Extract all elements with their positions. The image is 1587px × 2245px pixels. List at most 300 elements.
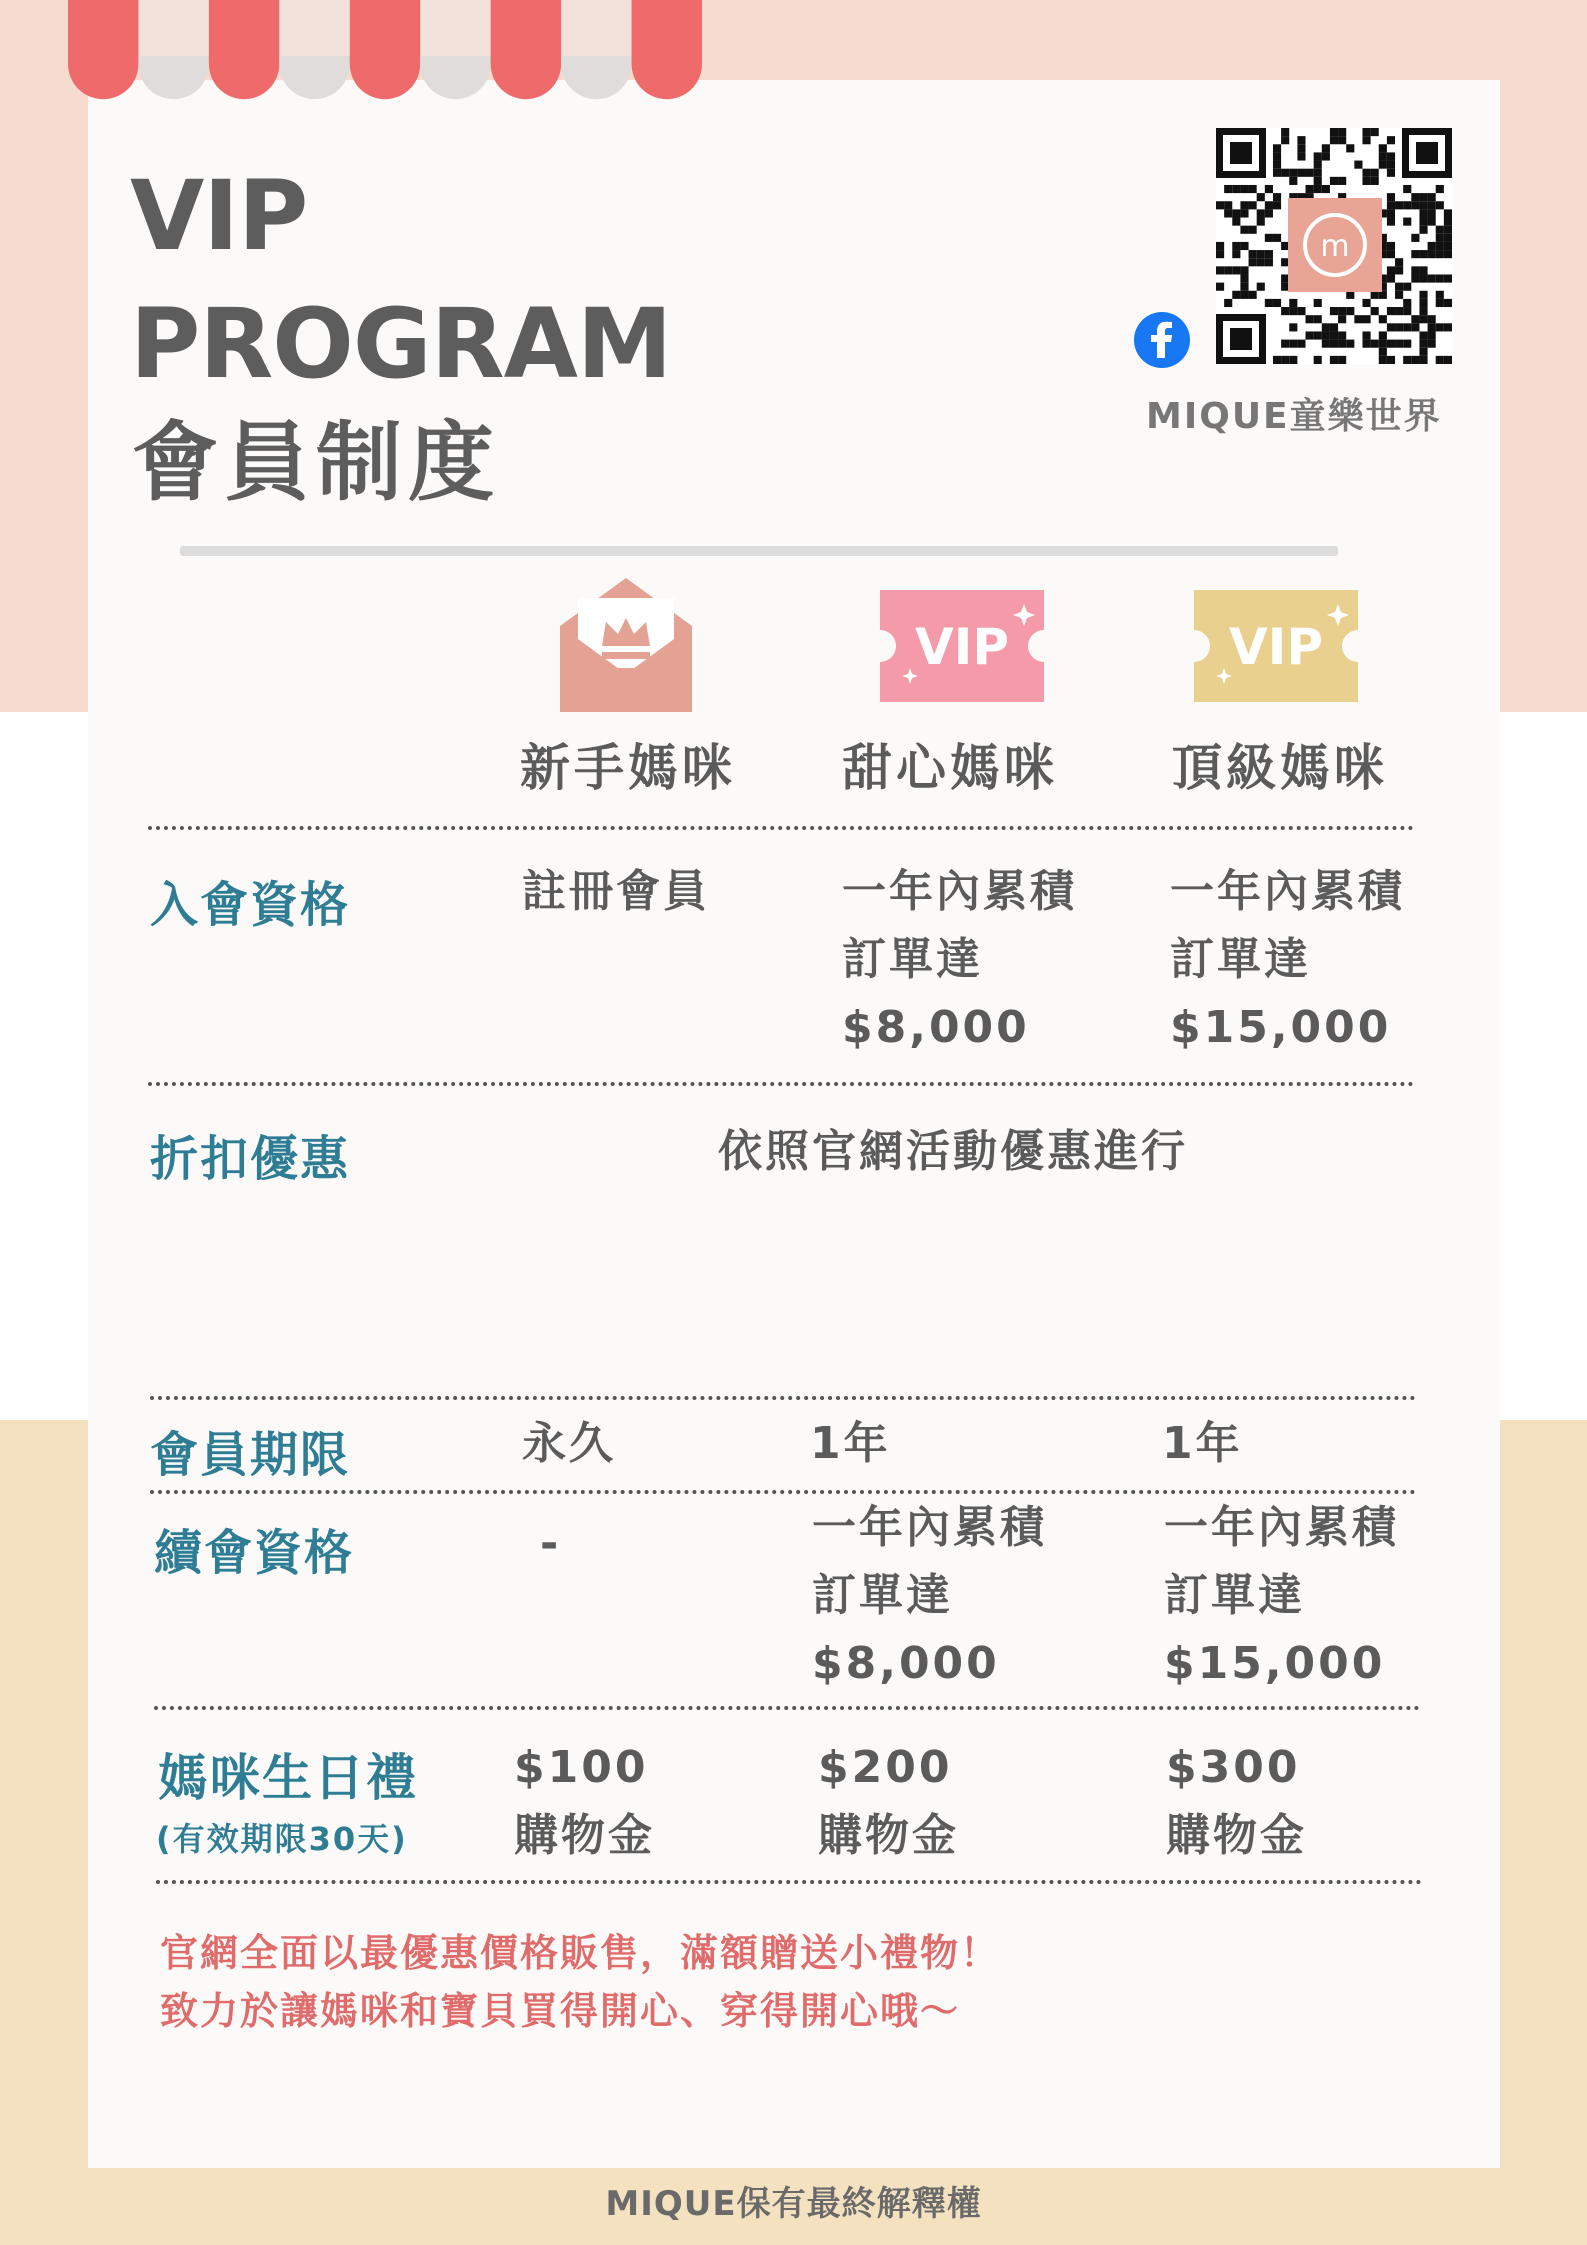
qr-module [1411, 201, 1419, 209]
qr-module [1232, 242, 1240, 250]
qr-module [1306, 185, 1314, 193]
qr-module [1419, 356, 1427, 364]
cell-line: 一年內累積 [1164, 1502, 1399, 1553]
qr-module [1428, 274, 1436, 282]
qr-module [1371, 128, 1379, 136]
qr-module [1419, 274, 1427, 282]
qr-module [1371, 169, 1379, 177]
cell-line: 一年內累積 [812, 1502, 1047, 1553]
qr-module [1330, 307, 1338, 315]
cell-line: $200 [818, 1742, 953, 1793]
qr-module [1436, 201, 1444, 209]
qr-module [1289, 323, 1297, 331]
qr-module [1314, 299, 1322, 307]
qr-module [1444, 250, 1452, 258]
qr-module [1232, 250, 1240, 258]
qr-code-icon[interactable] [1216, 128, 1452, 364]
cell-line: 訂單達 [1170, 934, 1311, 985]
qr-module [1257, 209, 1265, 217]
qr-module [1411, 315, 1419, 323]
qr-module [1444, 226, 1452, 234]
qr-module [1403, 201, 1411, 209]
qr-module [1411, 234, 1419, 242]
awning-scallop [420, 56, 490, 99]
qr-module [1338, 177, 1346, 185]
qr-module [1387, 161, 1395, 169]
qr-module [1322, 331, 1330, 339]
qr-module [1403, 340, 1411, 348]
row-label-discount: 折扣優惠 [150, 1131, 351, 1187]
qr-module [1297, 169, 1305, 177]
qr-module [1322, 185, 1330, 193]
qr-module [1403, 307, 1411, 315]
cell-line: 訂單達 [812, 1570, 953, 1621]
awning-stripe [209, 0, 280, 62]
qr-module [1240, 242, 1248, 250]
period-premium: 1年 [1162, 1418, 1243, 1469]
qr-module [1249, 226, 1257, 234]
awning-stripe [420, 0, 491, 62]
qr-module [1354, 315, 1362, 323]
qr-module [1240, 266, 1248, 274]
qr-module [1419, 331, 1427, 339]
qr-module [1411, 356, 1419, 364]
qr-module [1265, 258, 1273, 266]
qr-module [1306, 331, 1314, 339]
title-divider [180, 546, 1338, 556]
qr-module [1419, 315, 1427, 323]
qr-module [1306, 315, 1314, 323]
cell-line: $300 [1166, 1742, 1301, 1793]
qr-module [1273, 234, 1281, 242]
row-divider [154, 1706, 1420, 1710]
qr-module [1444, 234, 1452, 242]
qr-module [1265, 250, 1273, 258]
qr-module [1216, 266, 1224, 274]
qr-module [1428, 331, 1436, 339]
tier-name-premium: 頂級媽咪 [1172, 739, 1388, 797]
qr-module [1387, 169, 1395, 177]
brand-name: MIQUE童樂世界 [1146, 396, 1442, 437]
qr-module [1240, 274, 1248, 282]
qr-module [1403, 299, 1411, 307]
qr-module [1330, 128, 1338, 136]
awning-stripe [561, 0, 632, 62]
cell-line: $15,000 [1164, 1638, 1386, 1689]
qr-module [1387, 152, 1395, 160]
qr-module [1289, 299, 1297, 307]
qr-module [1419, 226, 1427, 234]
qr-module [1436, 356, 1444, 364]
svg-text:m: m [1320, 229, 1350, 264]
qr-module [1281, 128, 1289, 136]
qr-module [1387, 201, 1395, 209]
qr-module [1249, 250, 1257, 258]
qr-module [1273, 152, 1281, 160]
qr-module [1419, 291, 1427, 299]
qr-module [1330, 177, 1338, 185]
qr-module [1411, 250, 1419, 258]
qr-module [1240, 209, 1248, 217]
qr-module [1216, 283, 1224, 291]
qr-module [1273, 356, 1281, 364]
qr-module [1444, 323, 1452, 331]
qr-module [1419, 340, 1427, 348]
qr-module [1338, 331, 1346, 339]
qr-module [1362, 128, 1370, 136]
qr-module [1387, 323, 1395, 331]
qr-module [1387, 193, 1395, 201]
qr-module [1436, 299, 1444, 307]
qr-module [1338, 340, 1346, 348]
qr-module [1297, 152, 1305, 160]
qr-module [1379, 315, 1387, 323]
awning-scallop [68, 56, 138, 99]
join-newbie [522, 858, 710, 926]
qr-module [1387, 209, 1395, 217]
qr-module [1216, 242, 1224, 250]
qr-module [1232, 209, 1240, 217]
qr-module [1428, 250, 1436, 258]
qr-module [1419, 250, 1427, 258]
qr-module [1273, 144, 1281, 152]
qr-module [1436, 234, 1444, 242]
cell-line: 一年內累積 [842, 866, 1077, 917]
cell-line: 一年內累積 [1170, 866, 1405, 917]
qr-module [1330, 331, 1338, 339]
qr-module [1338, 307, 1346, 315]
envelope-crown-icon [556, 574, 696, 714]
qr-module [1379, 340, 1387, 348]
qr-module [1436, 242, 1444, 250]
qr-module [1387, 274, 1395, 282]
row-label-birthday: 媽咪生日禮 [158, 1749, 418, 1807]
qr-module [1411, 274, 1419, 282]
qr-module [1411, 323, 1419, 331]
awning-stripe [632, 0, 702, 62]
qr-module [1257, 283, 1265, 291]
qr-module [1289, 340, 1297, 348]
qr-module [1224, 299, 1232, 307]
qr-module [1436, 323, 1444, 331]
qr-module [1232, 266, 1240, 274]
qr-module [1338, 136, 1346, 144]
qr-module [1387, 340, 1395, 348]
qr-module [1240, 283, 1248, 291]
qr-module [1444, 209, 1452, 217]
qr-module [1281, 307, 1289, 315]
join-sweet [842, 858, 1077, 1062]
qr-module [1395, 201, 1403, 209]
title-chinese: 會員制度 [132, 413, 500, 513]
qr-module [1371, 177, 1379, 185]
qr-module [1444, 218, 1452, 226]
cell-line: $100 [514, 1742, 649, 1793]
period-sweet: 1年 [810, 1418, 891, 1469]
qr-module [1281, 169, 1289, 177]
qr-module [1240, 226, 1248, 234]
qr-module [1273, 193, 1281, 201]
qr-module [1289, 177, 1297, 185]
qr-module [1257, 218, 1265, 226]
qr-module [1240, 185, 1248, 193]
qr-module [1379, 348, 1387, 356]
qr-module [1281, 340, 1289, 348]
qr-module [1362, 177, 1370, 185]
qr-module [1362, 136, 1370, 144]
qr-module [1387, 356, 1395, 364]
promo-note-1: 官網全面以最優惠價格販售，滿額贈送小禮物！ [160, 1931, 1001, 1975]
qr-module [1387, 307, 1395, 315]
qr-module [1419, 307, 1427, 315]
qr-module [1273, 201, 1281, 209]
qr-module [1444, 274, 1452, 282]
qr-module [1273, 169, 1281, 177]
awning-stripe [350, 0, 421, 62]
cell-line: 註冊會員 [522, 866, 710, 917]
qr-module [1444, 299, 1452, 307]
qr-module [1257, 193, 1265, 201]
qr-module [1297, 144, 1305, 152]
qr-module [1249, 201, 1257, 209]
qr-module [1444, 356, 1452, 364]
birthday-premium [1166, 1734, 1307, 1870]
awning-scallop [350, 56, 420, 99]
qr-module [1314, 185, 1322, 193]
facebook-icon[interactable] [1134, 312, 1190, 368]
tier-name-newbie: 新手媽咪 [520, 739, 736, 797]
qr-module [1338, 356, 1346, 364]
discount-value: 依照官網活動優惠進行 [718, 1126, 1188, 1177]
qr-module [1395, 340, 1403, 348]
awning-scallop [491, 56, 561, 99]
qr-module [1330, 356, 1338, 364]
qr-module [1330, 323, 1338, 331]
period-newbie: 永久 [522, 1418, 616, 1469]
qr-module [1265, 209, 1273, 217]
qr-module [1403, 283, 1411, 291]
row-label-join: 入會資格 [150, 877, 351, 933]
qr-module [1289, 169, 1297, 177]
qr-module [1273, 299, 1281, 307]
awning-scallop [209, 56, 279, 99]
qr-module [1387, 218, 1395, 226]
qr-module [1428, 242, 1436, 250]
qr-module [1403, 185, 1411, 193]
renew-premium [1164, 1494, 1399, 1698]
qr-module [1297, 340, 1305, 348]
qr-module [1428, 315, 1436, 323]
qr-module [1322, 152, 1330, 160]
qr-module [1362, 299, 1370, 307]
qr-module [1403, 356, 1411, 364]
qr-module [1314, 177, 1322, 185]
awning-scallop [561, 56, 631, 99]
qr-module [1436, 185, 1444, 193]
qr-module [1224, 209, 1232, 217]
vip-ticket-text: VIP [915, 618, 1009, 676]
qr-module [1338, 128, 1346, 136]
cell-line: $8,000 [812, 1638, 1000, 1689]
qr-module [1346, 307, 1354, 315]
qr-module [1428, 340, 1436, 348]
qr-module [1436, 291, 1444, 299]
row-divider [148, 1082, 1414, 1086]
join-premium [1170, 858, 1405, 1062]
qr-module [1411, 193, 1419, 201]
qr-module [1428, 218, 1436, 226]
qr-module [1232, 185, 1240, 193]
qr-module [1395, 266, 1403, 274]
qr-module [1411, 266, 1419, 274]
qr-module [1240, 291, 1248, 299]
cell-line: $8,000 [842, 1002, 1030, 1053]
qr-module [1330, 340, 1338, 348]
cell-line: 訂單達 [842, 934, 983, 985]
qr-module [1436, 226, 1444, 234]
qr-module [1428, 323, 1436, 331]
qr-module [1322, 340, 1330, 348]
qr-module [1346, 144, 1354, 152]
qr-module [1297, 136, 1305, 144]
awning-stripe [279, 0, 350, 62]
awning-decoration [68, 0, 702, 110]
qr-module [1419, 299, 1427, 307]
qr-module [1362, 315, 1370, 323]
qr-module [1387, 266, 1395, 274]
qr-module [1240, 201, 1248, 209]
qr-module [1306, 169, 1314, 177]
renew-sweet [812, 1494, 1047, 1698]
qr-module [1314, 315, 1322, 323]
cell-line: 訂單達 [1164, 1570, 1305, 1621]
promo-note-2: 致力於讓媽咪和寶貝買得開心、穿得開心哦～ [160, 1989, 961, 2033]
qr-module [1387, 250, 1395, 258]
qr-module [1395, 291, 1403, 299]
row-divider [148, 826, 1414, 830]
qr-module [1419, 218, 1427, 226]
qr-module [1403, 323, 1411, 331]
title-vip: VIP [130, 160, 308, 272]
qr-module [1387, 136, 1395, 144]
title-program: PROGRAM [130, 288, 672, 400]
qr-module [1362, 340, 1370, 348]
qr-module [1249, 258, 1257, 266]
qr-module [1265, 299, 1273, 307]
cell-line: $15,000 [1170, 1002, 1392, 1053]
qr-module [1379, 152, 1387, 160]
qr-module [1428, 201, 1436, 209]
qr-module [1362, 331, 1370, 339]
row-sublabel-birthday: (有效期限30天) [156, 1820, 408, 1858]
qr-module [1314, 169, 1322, 177]
qr-module [1419, 266, 1427, 274]
qr-module [1444, 242, 1452, 250]
birthday-newbie [514, 1734, 655, 1870]
row-label-renew: 續會資格 [154, 1525, 355, 1581]
qr-module [1371, 340, 1379, 348]
awning-scallop [632, 56, 702, 99]
qr-module [1379, 356, 1387, 364]
awning-scallop [279, 56, 349, 99]
qr-module [1257, 250, 1265, 258]
qr-module [1428, 209, 1436, 217]
qr-module [1419, 348, 1427, 356]
cell-line: 購物金 [818, 1810, 959, 1861]
qr-module [1395, 258, 1403, 266]
qr-module [1289, 356, 1297, 364]
cell-line: 購物金 [514, 1810, 655, 1861]
qr-module [1354, 161, 1362, 169]
qr-module [1216, 201, 1224, 209]
qr-module [1395, 283, 1403, 291]
qr-module [1273, 161, 1281, 169]
qr-module [1436, 274, 1444, 282]
qr-module [1395, 307, 1403, 315]
qr-module [1265, 234, 1273, 242]
qr-module [1436, 250, 1444, 258]
qr-module [1346, 340, 1354, 348]
qr-module [1419, 201, 1427, 209]
qr-module [1232, 291, 1240, 299]
row-divider [150, 1396, 1416, 1400]
row-divider [156, 1880, 1422, 1884]
qr-module [1379, 144, 1387, 152]
tier-name-sweet: 甜心媽咪 [842, 739, 1058, 797]
qr-module [1265, 185, 1273, 193]
qr-module [1314, 152, 1322, 160]
qr-module [1314, 331, 1322, 339]
qr-module [1419, 193, 1427, 201]
awning-stripe [491, 0, 562, 62]
qr-module [1224, 185, 1232, 193]
qr-module [1387, 242, 1395, 250]
cell-line: 購物金 [1166, 1810, 1307, 1861]
awning-stripe [68, 0, 139, 62]
qr-module [1371, 307, 1379, 315]
qr-module [1419, 209, 1427, 217]
qr-module [1297, 307, 1305, 315]
qr-module [1265, 201, 1273, 209]
qr-module [1314, 161, 1322, 169]
qr-module [1338, 315, 1346, 323]
row-label-period: 會員期限 [150, 1427, 351, 1483]
qr-module [1224, 201, 1232, 209]
qr-module [1216, 250, 1224, 258]
cell-line: - [540, 1518, 562, 1569]
renew-newbie [540, 1510, 561, 1578]
awning-scallop [138, 56, 208, 99]
qr-module [1281, 136, 1289, 144]
qr-module [1428, 193, 1436, 201]
footer-disclaimer: MIQUE保有最終解釋權 [605, 2184, 982, 2224]
vip-ticket-text: VIP [1229, 618, 1323, 676]
qr-module [1379, 331, 1387, 339]
qr-module [1403, 218, 1411, 226]
qr-module [1289, 307, 1297, 315]
qr-module [1249, 291, 1257, 299]
qr-module [1232, 218, 1240, 226]
qr-module [1379, 161, 1387, 169]
qr-module [1314, 356, 1322, 364]
qr-module [1362, 169, 1370, 177]
qr-module [1224, 266, 1232, 274]
qr-module [1257, 258, 1265, 266]
qr-module [1395, 323, 1403, 331]
qr-module [1249, 185, 1257, 193]
qr-module [1322, 144, 1330, 152]
qr-module [1330, 136, 1338, 144]
